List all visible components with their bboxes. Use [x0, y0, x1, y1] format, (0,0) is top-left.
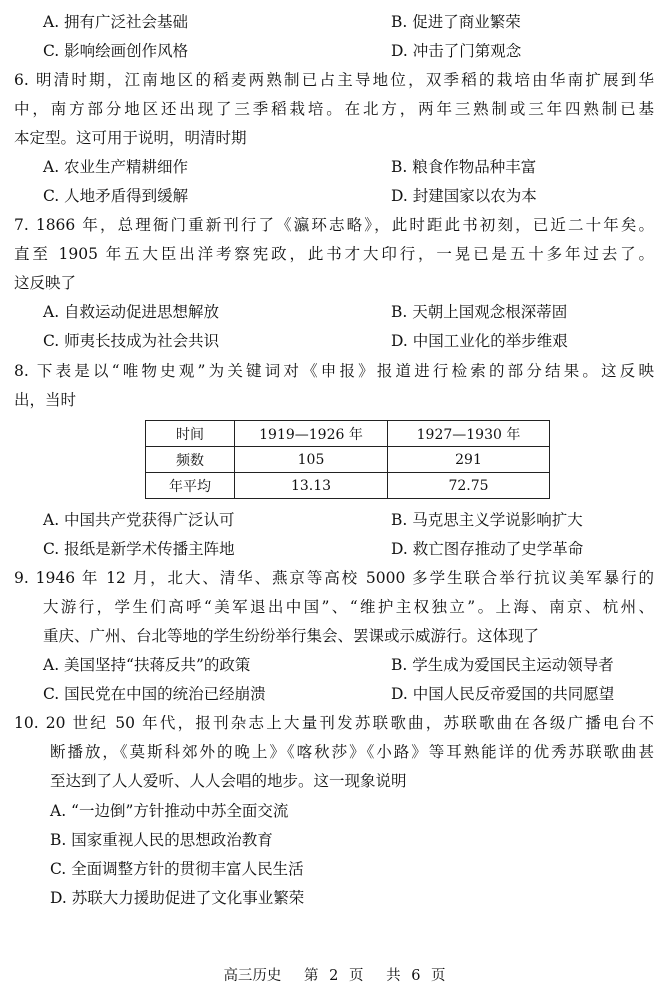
q6-option-d: D. 封建国家以农为本 [391, 187, 537, 205]
q8-option-d: D. 救亡图存推动了史学革命 [391, 540, 584, 558]
page-footer [0, 966, 669, 986]
table-row [146, 447, 550, 473]
q5-option-a: A. 拥有广泛社会基础 [43, 13, 189, 31]
q8-data-table [145, 420, 550, 499]
q7-stem-line-3: 这反映了 [14, 274, 77, 292]
q8-option-a: A. 中国共产党获得广泛认可 [43, 511, 235, 529]
table-cell: 291 [388, 447, 550, 473]
table-header-cell: 时间 [146, 421, 235, 447]
q10-stem-line-1: 10. 20 世纪 50 年代，报刊杂志上大量刊发苏联歌曲，苏联歌曲在各级广播电台不 [14, 714, 654, 732]
table-cell: 频数 [146, 447, 235, 473]
q7-option-b: B. 天朝上国观念根深蒂固 [391, 303, 568, 321]
q8-option-c: C. 报纸是新学术传播主阵地 [43, 540, 235, 558]
q9-stem-line-1: 9. 1946 年 12 月，北大、清华、燕京等高校 5000 多学生联合举行抗议美军暴行的 [14, 569, 654, 587]
q10-option-b: B. 国家重视人民的思想政治教育 [50, 831, 273, 849]
table-cell: 105 [235, 447, 388, 473]
q9-stem-line-3: 重庆、广州、台北等地的学生纷纷举行集会、罢课或示威游行。这体现了 [43, 627, 540, 645]
q9-option-c: C. 国民党在中国的统治已经崩溃 [43, 685, 266, 703]
q6-stem-line-3: 本定型。这可用于说明，明清时期 [14, 129, 247, 147]
q5-option-d: D. 冲击了门第观念 [391, 42, 522, 60]
q9-option-b: B. 学生成为爱国民主运动领导者 [391, 656, 614, 674]
table-cell: 年平均 [146, 473, 235, 499]
q9-stem-line-2: 大游行，学生们高呼“美军退出中国”、“维护主权独立”。上海、南京、杭州、 [43, 598, 654, 616]
table-header-cell: 1927—1930 年 [388, 421, 550, 447]
table-cell: 72.75 [388, 473, 550, 499]
q5-option-b: B. 促进了商业繁荣 [391, 13, 521, 31]
q8-option-b: B. 马克思主义学说影响扩大 [391, 511, 583, 529]
q8-stem-line-1: 8. 下表是以“唯物史观”为关键词对《申报》报道进行检索的部分结果。这反映 [14, 362, 654, 380]
footer-total-pages: 共 6 页 [386, 968, 446, 984]
table-cell: 13.13 [235, 473, 388, 499]
q8-stem-line-2: 出，当时 [14, 391, 77, 409]
q7-stem-line-1: 7. 1866 年，总理衙门重新刊行了《瀛环志略》，此时距此书初刻，已近二十年矣。 [14, 216, 654, 234]
q10-option-d: D. 苏联大力援助促进了文化事业繁荣 [50, 889, 305, 907]
q6-option-a: A. 农业生产精耕细作 [43, 158, 189, 176]
q6-stem-line-2: 中，南方部分地区还出现了三季稻栽培。在北方，两年三熟制或三年四熟制已基 [14, 100, 654, 118]
footer-subject: 高三历史 [223, 968, 282, 984]
footer-page-number: 第 2 页 [304, 968, 364, 984]
q5-option-c: C. 影响绘画创作风格 [43, 42, 189, 60]
q10-option-a: A. “一边倒”方针推动中苏全面交流 [50, 802, 289, 820]
q10-option-c: C. 全面调整方针的贯彻丰富人民生活 [50, 860, 304, 878]
q9-option-a: A. 美国坚持“扶蒋反共”的政策 [43, 656, 251, 674]
q6-stem-line-1: 6. 明清时期，江南地区的稻麦两熟制已占主导地位，双季稻的栽培由华南扩展到华 [14, 71, 654, 89]
q7-option-c: C. 师夷长技成为社会共识 [43, 332, 220, 350]
q6-option-b: B. 粮食作物品种丰富 [391, 158, 537, 176]
q7-option-a: A. 自救运动促进思想解放 [43, 303, 220, 321]
table-row [146, 473, 550, 499]
q9-option-d: D. 中国人民反帝爱国的共同愿望 [391, 685, 615, 703]
q10-stem-line-2: 断播放，《莫斯科郊外的晚上》《喀秋莎》《小路》等耳熟能详的优秀苏联歌曲甚 [50, 743, 654, 761]
q7-option-d: D. 中国工业化的举步维艰 [391, 332, 568, 350]
q10-stem-line-3: 至达到了人人爱听、人人会唱的地步。这一现象说明 [50, 772, 407, 790]
table-header-cell: 1919—1926 年 [235, 421, 388, 447]
q6-option-c: C. 人地矛盾得到缓解 [43, 187, 189, 205]
table-header-row [146, 421, 550, 447]
q7-stem-line-2: 直至 1905 年五大臣出洋考察宪政，此书才大印行，一晃已是五十多年过去了。 [14, 245, 654, 263]
